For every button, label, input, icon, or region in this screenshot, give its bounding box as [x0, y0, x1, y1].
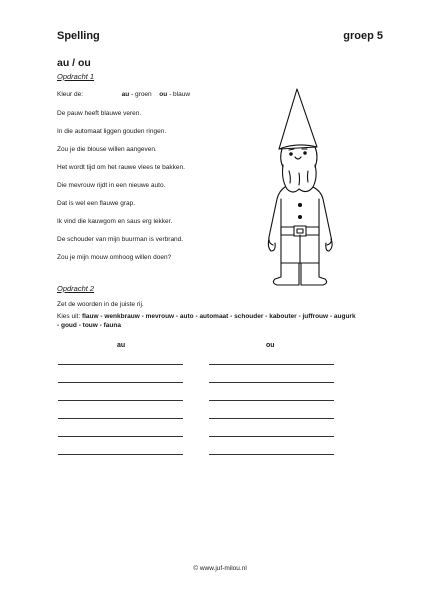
word-bank-word: flauw: [81, 313, 99, 320]
sentence: De schouder van mijn buurman is verbrand.: [57, 236, 184, 243]
column-heading-ou: ou: [266, 342, 275, 349]
word-bank-word: automaat: [199, 313, 229, 320]
word-bank-word: schouder: [234, 313, 264, 320]
color-instruction: [57, 91, 190, 98]
word-bank-label: Kies uit:: [57, 313, 81, 320]
word-bank-word: juffrouw: [302, 313, 329, 320]
ou-color: - blauw: [169, 91, 191, 98]
sort-instruction: Zet de woorden in de juiste rij.: [57, 301, 144, 308]
opdracht1-heading: Opdracht 1: [57, 72, 95, 81]
answer-line-ou[interactable]: [209, 454, 334, 455]
word-bank-word: mevrouw: [145, 313, 175, 320]
word-bank-word: goud: [60, 322, 77, 329]
answer-line-au[interactable]: [58, 400, 183, 401]
answer-line-ou[interactable]: [209, 364, 334, 365]
gnome-illustration: [257, 87, 343, 287]
copyright-footer: © www.juf-milou.nl: [193, 565, 247, 572]
answer-line-au[interactable]: [58, 382, 183, 383]
column-heading-au: au: [117, 342, 126, 349]
word-bank-word: wenkbrauw: [104, 313, 140, 320]
answer-line-ou[interactable]: [209, 418, 334, 419]
sentence: De pauw heeft blauwe veren.: [57, 110, 142, 117]
color-instruction-prefix: Kleur de:: [57, 91, 84, 98]
word-bank-word: auto: [179, 313, 194, 320]
word-bank-word: augurk: [333, 313, 356, 320]
answer-line-au[interactable]: [58, 454, 183, 455]
ou-label: ou: [159, 91, 168, 98]
answer-line-ou[interactable]: [209, 382, 334, 383]
sentence: In die automaat liggen gouden ringen.: [57, 128, 167, 135]
sentence: Zou je die blouse willen aangeven.: [57, 146, 157, 153]
word-bank-word: touw: [82, 322, 98, 329]
opdracht2-heading: Opdracht 2: [57, 284, 95, 293]
topic-subtitle: au / ou: [57, 57, 91, 69]
sentence: Dat is wel een flauwe grap.: [57, 200, 136, 207]
group-label: groep 5: [343, 30, 383, 42]
answer-line-ou[interactable]: [209, 400, 334, 401]
worksheet-title: Spelling: [57, 30, 100, 42]
sentence: Die mevrouw rijdt in een nieuwe auto.: [57, 182, 166, 189]
answer-line-au[interactable]: [58, 436, 183, 437]
sentence: Zou je mijn mouw omhoog willen doen?: [57, 254, 172, 261]
word-bank-word: kabouter: [269, 313, 297, 320]
answer-line-au[interactable]: [58, 418, 183, 419]
answer-line-ou[interactable]: [209, 436, 334, 437]
word-bank: Kies uit: flauw - wenkbrauw - mevrouw - auto - automaat - schouder - kabouter - juffrouw - augurk - goud - touw - fauna: [57, 313, 356, 329]
sentence: Ik vind die kauwgom en saus erg lekker.: [57, 218, 173, 225]
word-bank-word: fauna: [103, 322, 121, 329]
au-label: au: [121, 91, 130, 98]
au-color: - groen: [131, 91, 152, 98]
answer-line-au[interactable]: [58, 364, 183, 365]
sentence: Het wordt tijd om het rauwe vlees te bakken.: [57, 164, 185, 171]
